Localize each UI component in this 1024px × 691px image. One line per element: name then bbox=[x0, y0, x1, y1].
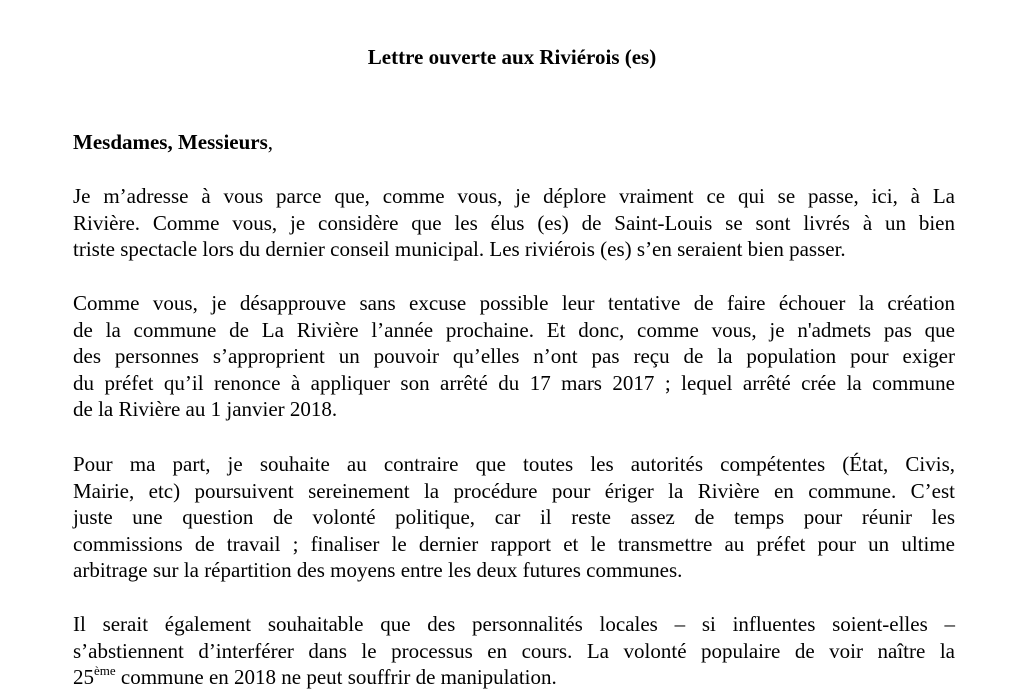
paragraph-2 bbox=[73, 290, 955, 423]
paragraph-line: de la commune de La Rivière l’année prochaine. Et donc, comme vous, je n'admets pas que bbox=[73, 317, 955, 342]
paragraph-1 bbox=[73, 183, 955, 263]
salutation-punctuation: , bbox=[267, 130, 274, 154]
paragraph-line: Mairie, etc) poursuivent sereinement la procédure pour ériger la Rivière en commune. C’est bbox=[73, 478, 955, 503]
paragraph-3 bbox=[73, 451, 955, 584]
ordinal-line-rest: commune en 2018 ne peut souffrir de manipulation. bbox=[115, 665, 557, 689]
paragraph-line: du préfet qu’il renonce à appliquer son arrêté du 17 mars 2017 ; lequel arrêté crée la commune bbox=[73, 370, 955, 395]
paragraph-4 bbox=[73, 611, 955, 691]
salutation-text: Mesdames, Messieurs bbox=[73, 130, 268, 154]
paragraph-line-ordinal bbox=[73, 664, 955, 691]
paragraph-line: de la Rivière au 1 janvier 2018. bbox=[73, 397, 338, 421]
paragraph-line: s’abstiennent d’interférer dans le processus en cours. La volonté populaire de voir naître la bbox=[73, 638, 955, 663]
paragraph-line: juste une question de volonté politique, car il reste assez de temps pour réunir les bbox=[73, 505, 955, 529]
paragraph-line: Rivière. Comme vous, je considère que les élus (es) de Saint-Louis se sont livrés à un bien bbox=[73, 210, 955, 235]
letter-title: Lettre ouverte aux Riviérois (es) bbox=[367, 45, 657, 69]
paragraph-line: triste spectacle lors du dernier conseil municipal. Les riviérois (es) s’en seraient bien passer. bbox=[73, 237, 846, 261]
paragraph-line: Comme vous, je désapprouve sans excuse possible leur tentative de faire échouer la création bbox=[73, 291, 955, 315]
paragraph-line: commissions de travail ; finaliser le dernier rapport et le transmettre au préfet pour un ultime bbox=[73, 531, 955, 556]
ordinal-suffix: ème bbox=[94, 663, 116, 678]
paragraph-line: des personnes s’approprient un pouvoir qu’elles n’ont pas reçu de la population pour exiger bbox=[73, 344, 955, 368]
paragraph-line: arbitrage sur la répartition des moyens entre les deux futures communes. bbox=[73, 558, 683, 582]
paragraph-line: Pour ma part, je souhaite au contraire que toutes les autorités compétentes (État, Civis, bbox=[73, 452, 955, 476]
ordinal-number: 25 bbox=[73, 665, 94, 689]
salutation bbox=[73, 128, 273, 156]
paragraph-line: Je m’adresse à vous parce que, comme vous, je déplore vraiment ce qui se passe, ici, à La bbox=[73, 184, 955, 208]
paragraph-line: Il serait également souhaitable que des personnalités locales – si influentes soient-elles – bbox=[73, 612, 955, 636]
